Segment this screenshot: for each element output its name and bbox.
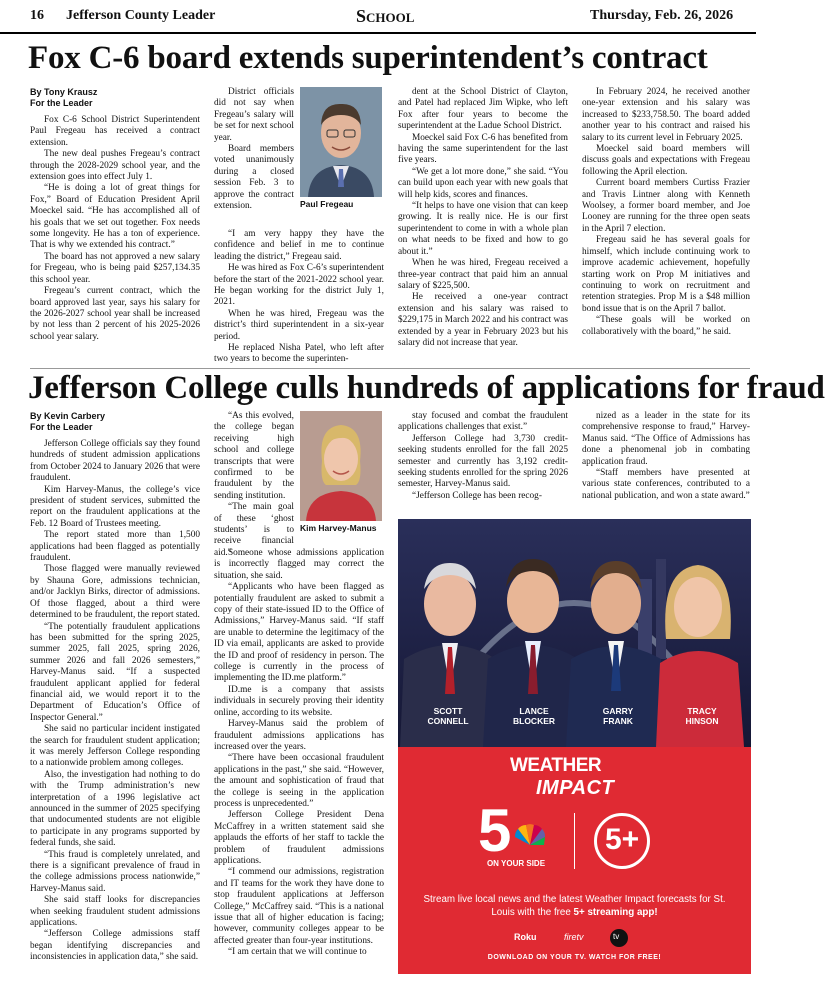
paragraph: Moeckel said board members will discuss goals and expectations with Fregeau following the April election. [582,144,750,177]
paragraph: The new deal pushes Fregeau’s contract through the 2028-2029 school year, and the extension goes into effect July 1. [30,149,200,183]
station-number: 5 [478,797,512,864]
paragraph: When he was hired, Fregeau received a three-year contract that paid him an annual salary of $225,500. [398,258,568,291]
paragraph: “It helps to have one vision that can keep growing. It is really nice. He is our first superintendent to come in with a whole plan on what needs to be fixed and how to go about it.” [398,201,568,257]
paragraph: Also, the investigation had nothing to do with the Trump administration’s new interpretation of a 1996 legislative act announced in the summer of 2025 specifying that undocumented students are not eligible to participate in any programs supported by federal funds, she said. [30,769,200,849]
paragraph: ID.me is a company that assists individuals in securely proving their identity online, according to its website. [214,684,384,718]
station-tagline: ON YOUR SIDE [486,859,546,868]
weather-logo-line2: IMPACT [536,777,615,799]
paragraph: When he was hired, Fregeau was the district’s third superintendent in a six-year period. [214,308,384,342]
paragraph: “I commend our admissions, registration and IT teams for the work they have done to stop fraudulent applications at Jefferson College,” McCaffrey said. “This is a national issue that all of higher education is facing; however, community colleges appear to be affected greater than four-year institutions. [214,867,384,946]
paragraph: Jefferson College President Dena McCaffrey in a written statement said she applauds the efforts of her staff to tackle the problem of fraudulent admissions applications. [214,810,384,866]
paragraph: Fox C-6 School District Superintendent Paul Fregeau has received a contract extension. [30,115,200,148]
firetv-logo: firetv [564,932,584,942]
paragraph: Fregeau’s current contract, which the board approved last year, says his salary for the 2026-2027 school year shall be increased by not less than 2 percent of his 2025-2026 school year salary. [30,286,200,342]
paragraph: District officials did not say when Fregeau’s salary will be set for next school year. [214,87,294,143]
paragraph: In February 2024, he received another one-year extension and his salary was increased to $233,758.50. The board added another year to his contract and raised his salary to its current level in February 2025. [582,87,750,143]
paragraph: Fregeau said he has several goals for himself, which include continuing work to improve academic achievement, hopefully starting work on Prop M initiatives and continuing to work on recruitment and retention strategies. Prop M is a $48 million bond issue that is on the April 7 ballot. [582,235,750,314]
apple-tv-icon: tv [610,929,628,947]
kim-harvey-manus-photo [300,411,382,521]
page-number: 16 [30,8,44,23]
paragraph: Moeckel said Fox C-6 has benefited from having the same superintendent for the last five years. [398,132,568,166]
paragraph: stay focused and combat the fraudulent applications challenges that exist.” [398,411,568,433]
paragraph: “There have been occasional fraudulent applications in the past,” she said. “However, the amount and sophistication of fraud that the college is seeing in the application process is unprecedented.” [214,753,384,809]
paragraph: “I am certain that we will continue to [228,947,367,958]
article1-column-2 [214,229,384,364]
article2-column-4 [582,411,750,515]
article1-column-1 [30,87,200,367]
paragraph: Jefferson College officials say they found hundreds of student admission applications from October 2024 to January 2026 that were fraudulent. [30,439,200,484]
article1-column-2-top [214,87,294,227]
paragraph: He received a one-year contract extension and his salary was raised to $229,175 in March 2022 and his contract was extended by a year in February 2023 but his salary did not increase that year. [398,292,568,348]
paragraph: nized as a leader in the state for its comprehensive response to fraud,” Harvey-Manus said. “The Office of Admissions has done a phenomenal job in combating application fraud. [582,411,750,467]
ad-person-name: TRACY HINSON [685,706,719,726]
paragraph: Board members voted unanimously during a closed session Feb. 3 to approve the contract extension. [214,144,294,212]
paragraph: “He is doing a lot of great things for Fox,” Board of Education President April Moeckel said. “He has accomplished all of his goals that we set out together. Fox needs some longevity. He has a ton of experience. That is why we extended his contract.” [30,183,200,251]
ad-person-name: GARRY FRANK [602,706,634,726]
ad-footer: DOWNLOAD ON YOUR TV. WATCH FOR FREE! [487,954,662,961]
ksdk-5-logo [476,797,556,873]
paragraph: “As this evolved, the college began receiving high school and college transcripts that were confirmed to be fraudulent by the sending institution. [214,411,294,501]
paragraph: “Staff members have presented at various state conferences, contributed to a national publication, and won a state award.” [582,468,750,501]
article1-column-4 [582,87,750,367]
paragraph: He replaced Nisha Patel, who left after two years to become the superinten- [214,343,384,365]
roku-logo: Roku [514,932,537,942]
peacock-icon [514,823,546,847]
paragraph: The report stated more than 1,500 applications had been flagged as potentially fraudulent. [30,530,200,564]
portrait-icon [300,87,382,197]
weather-impact-ad[interactable] [398,519,751,974]
app-badge-text: 5+ [605,823,640,856]
paragraph: She said no particular incident instigated the search for fraudulent student application; it was merely Jefferson College responding to a nationwide problem among colleges. [30,724,200,769]
paper-name: Jefferson County Leader [66,8,216,23]
article2-byline-sub: For the Leader [30,422,93,432]
article2-column-2-top [214,411,294,558]
ad-person-name: LANCE BLOCKER [512,706,556,726]
paragraph: Those flagged were manually reviewed by Shauna Gore, admissions technician, and/or Jacklyn Birks, director of admissions. Of those flagged, about a third were determined to be fraudulent, the report stated. [30,564,200,621]
paragraph: Harvey-Manus said the problem of fraudulent admissions applications has increased over the years. [214,719,384,752]
article1-byline-sub: For the Leader [30,98,93,108]
paragraph: “This fraud is completely unrelated, and there is a significant prevalence of fraud in the college admissions process nationwide,” Harvey-Manus said. [30,849,200,894]
article2-byline: By Kevin Carbery [30,411,106,421]
paragraph: She said staff looks for discrepancies when seeking fraudulent student admissions applications. [30,895,200,929]
paragraph: “I am very happy they have the confidence and belief in me to continue leading the district,” Fregeau said. [214,229,384,262]
article2-column-2 [214,548,384,977]
paragraph: “Applicants who have been flagged as potentially fraudulent are asked to submit a copy of their state-issued ID to the Office of Admissions,” Harvey-Manus said. “If staff are unable to determine the legitimacy of the ID via email, applicants are asked to provide the ID and proof of residency in person. The college is currently in the process of implementing the ID.me platform.” [214,582,384,684]
article2-column-3 [398,411,568,515]
paragraph: “These goals will be worked on collaboratively with the board,” he said. [582,315,750,337]
portrait-icon [300,411,382,521]
paragraph: “The main goal of these ‘ghost students’ is to receive financial aid.” [214,502,294,558]
paragraph: He was hired as Fox C-6’s superintendent before the start of the 2021-2022 school year. He began working for the district July 1, 2021. [214,263,384,308]
weather-logo-line1: WEATHER [510,755,602,776]
paragraph: “Jefferson College has been recog- [412,490,542,501]
ad-red-panel [398,747,751,974]
paragraph: Jefferson College had 3,730 credit-seeking students enrolled for the fall 2025 semester and currently has 3,192 credit-seeking students enrolled for the spring 2026 semester, Harvey-Manus said. [398,433,568,490]
logo-divider [574,813,575,869]
ad-body-text: Stream live local news and the latest Weather Impact forecasts for St. Louis with the free 5+ streaming app! [423,894,726,918]
issue-date: Thursday, Feb. 26, 2026 [590,8,734,23]
paragraph: “The potentially fraudulent applications has been submitted for the spring 2025, summer 2025, fall 2025, spring 2026, summer 2026 and fall 2026 semesters,” Harvey-Manus said. “If a suspected fraudulent applicant applied for federal financial aid, we would report it to the Department of Education’s Office of Inspector General.” [30,621,200,723]
five-plus-app-logo [594,813,650,869]
article1-column-3 [398,87,568,367]
ad-person-name: SCOTT CONNELL [427,706,469,726]
paragraph: The board has not approved a new salary for Fregeau, who is being paid $257,134.35 this school year. [30,251,200,285]
article1-byline: By Tony Krausz [30,87,98,97]
header-rule [0,32,756,34]
kim-harvey-manus-caption: Kim Harvey-Manus [300,523,377,533]
article2-column-1 [30,411,200,977]
paragraph: Current board members Curtiss Frazier and Travis Lintner along with Kenneth Woolsey, a former board member, and Joe Looney are running for the three open seats in the April 7 election. [582,178,750,234]
paragraph: dent at the School District of Clayton, and Patel had replaced Jim Wipke, who left Fox after four years to become the superintendent at the Ladue School District. [398,87,568,132]
paragraph: Someone whose admissions application is incorrectly flagged may correct the situation, she said. [214,548,384,581]
paragraph: Kim Harvey-Manus, the college’s vice president of student services, submitted the report on the fraudulent applications at the Feb. 12 Board of Trustees meeting. [30,484,200,529]
article1-headline: Fox C-6 board extends superintendent’s contract [28,40,708,76]
section-label: School [356,6,415,26]
paul-fregeau-caption: Paul Fregeau [300,199,354,209]
paul-fregeau-photo [300,87,382,197]
paragraph: “We get a lot more done,” she said. “You can build upon each year with new goals that will help kids, scores and finances. [398,166,568,200]
paragraph: “Jefferson College admissions staff began identifying discrepancies and inconsistencies in application data,” she said. [30,929,200,963]
article2-headline: Jefferson College culls hundreds of applications for fraud [28,370,825,406]
